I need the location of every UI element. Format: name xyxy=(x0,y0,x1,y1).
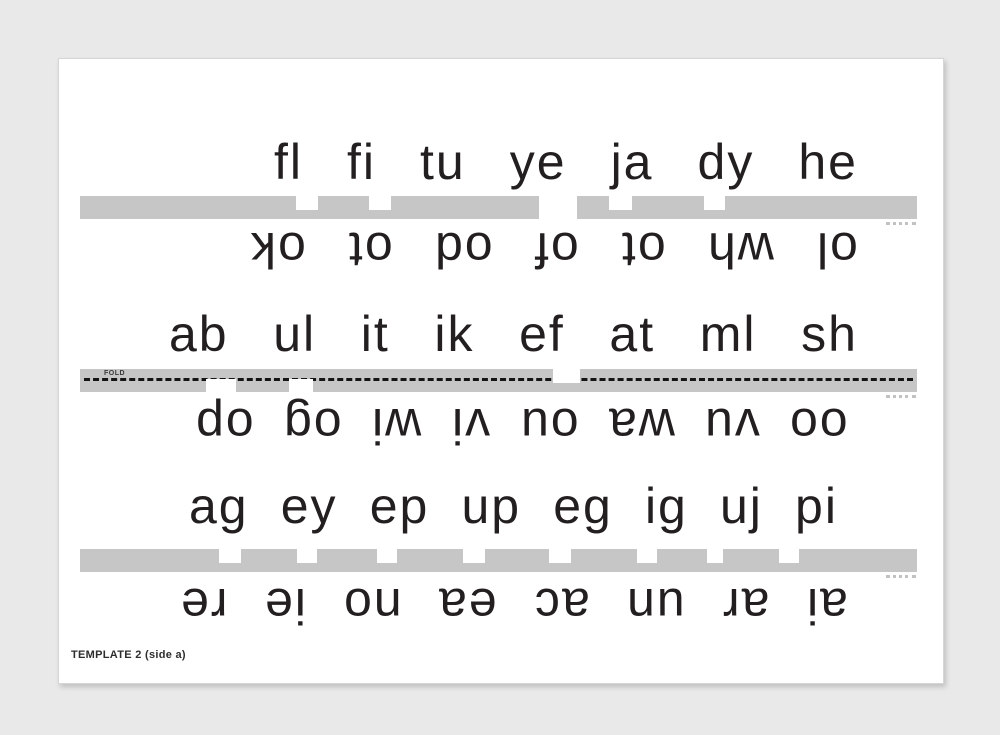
letter-notch xyxy=(297,549,317,563)
letter-pair: ey xyxy=(280,478,338,534)
letter-pair: ou xyxy=(518,398,579,454)
letter-notch xyxy=(377,549,397,563)
letter-pair: ea xyxy=(437,578,497,634)
letter-notch xyxy=(206,379,236,392)
letter-pair: he xyxy=(798,134,858,190)
letter-pair: wi xyxy=(370,398,422,454)
gray-strip-bottom xyxy=(80,549,917,572)
letter-row-2-flipped xyxy=(59,221,943,279)
letter-pair: sh xyxy=(801,306,858,362)
template-sheet xyxy=(58,58,944,684)
letter-pair: ar xyxy=(720,578,770,634)
letter-pair: og xyxy=(282,398,342,454)
letter-pair: ot xyxy=(619,222,666,278)
letter-notch xyxy=(779,549,799,563)
letter-pair: ie xyxy=(263,578,307,634)
letter-pair: oo xyxy=(788,398,848,454)
letter-pair: wa xyxy=(606,398,675,454)
letter-pair: ig xyxy=(644,478,688,534)
letter-pair: eg xyxy=(553,478,613,534)
letter-pair: vu xyxy=(703,398,760,454)
letter-notch xyxy=(707,549,723,563)
letter-pair: ja xyxy=(610,134,654,190)
letter-notch xyxy=(553,369,580,383)
template-title: TEMPLATE 2 (side a) xyxy=(71,649,186,661)
fold-label: FOLD xyxy=(104,370,126,377)
letter-pair: od xyxy=(433,222,493,278)
letter-pair: ab xyxy=(169,306,229,362)
letter-notch xyxy=(289,379,313,392)
letter-notch xyxy=(219,549,241,563)
letter-pair: ye xyxy=(509,134,567,190)
letter-pair: ot xyxy=(346,222,393,278)
letter-notch xyxy=(296,196,318,210)
print-registration-mark xyxy=(886,395,916,398)
letter-notch xyxy=(463,549,485,563)
letter-pair: ol xyxy=(815,222,858,278)
letter-notch xyxy=(549,549,571,563)
letter-pair: ml xyxy=(699,306,757,362)
letter-pair: ep xyxy=(369,478,430,534)
letter-pair: wh xyxy=(706,222,775,278)
letter-row-1 xyxy=(59,133,943,191)
letter-pair: fi xyxy=(347,134,377,190)
letter-row-4-flipped xyxy=(59,397,943,455)
letter-pair: ac xyxy=(532,578,590,634)
letter-pair: ai xyxy=(805,578,848,634)
letter-row-6-flipped xyxy=(59,577,943,635)
letter-pair: pi xyxy=(795,478,838,534)
letter-pair: un xyxy=(625,578,685,634)
letter-pair: op xyxy=(194,398,254,454)
letter-pair: ag xyxy=(189,478,249,534)
letter-pair: ok xyxy=(249,222,306,278)
letter-pair: of xyxy=(533,222,580,278)
letter-pair: vi xyxy=(449,398,491,454)
letter-pair: no xyxy=(341,578,402,634)
letter-pair: it xyxy=(360,306,390,362)
letter-pair: re xyxy=(179,578,228,634)
letter-pair: tu xyxy=(420,134,466,190)
letter-pair: dy xyxy=(697,134,755,190)
print-registration-mark xyxy=(886,222,916,225)
fold-strip xyxy=(80,369,917,392)
letter-pair: ul xyxy=(273,306,317,362)
letter-notch xyxy=(637,549,657,563)
letter-row-5 xyxy=(59,477,943,535)
letter-notch xyxy=(369,196,391,210)
print-registration-mark xyxy=(886,575,916,578)
gray-strip-top xyxy=(80,196,917,219)
letter-pair: at xyxy=(609,306,656,362)
letter-pair: uj xyxy=(719,478,763,534)
letter-row-3 xyxy=(59,305,943,363)
letter-notch xyxy=(704,196,725,210)
letter-pair: up xyxy=(461,478,522,534)
letter-pair: ef xyxy=(519,306,565,362)
letter-notch xyxy=(609,196,632,210)
letter-pair: ik xyxy=(434,306,475,362)
letter-pair: fl xyxy=(274,134,303,190)
letter-notch xyxy=(539,196,577,219)
